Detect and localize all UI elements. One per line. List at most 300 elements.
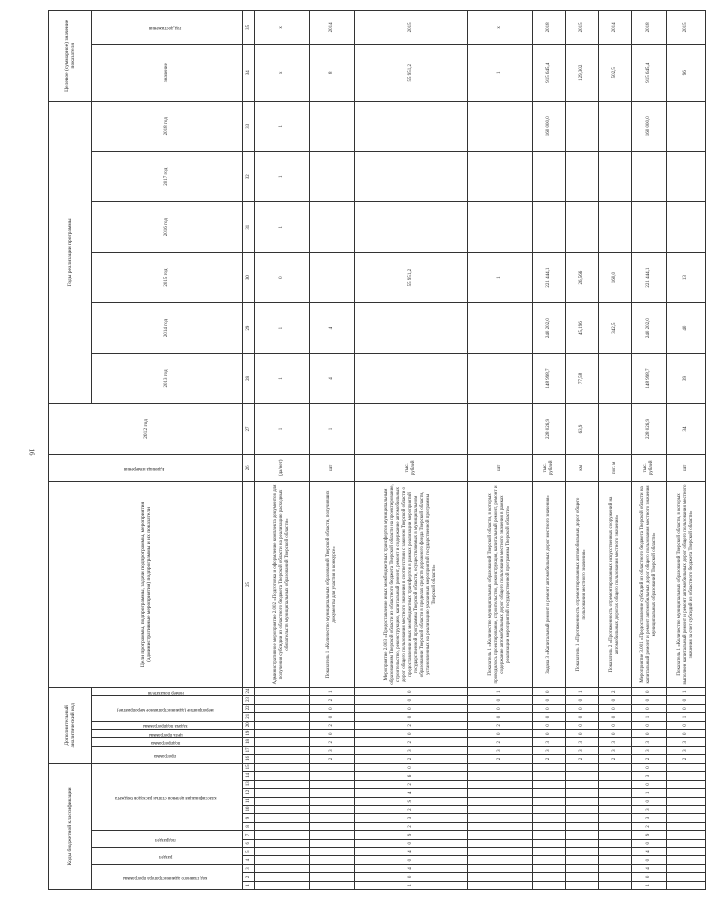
- row-name-cell: Показатель 1 «Количество муниципальных образований Тверской области, в которых проводилось проектирование, строительство, реконструкция, капитальный ремонт, ремонт и содержание автомобильных дорог общего пользования местного значения в рамках реализации мероприятий государственной программы Тверской области»: [468, 481, 533, 687]
- code-digit-cell: [255, 746, 310, 754]
- code-digit-cell: [599, 772, 632, 780]
- row-name-cell: Показатель 2 «Протяженность отремонтированных искусственных сооружений на автомобильных дорогах общего пользования местного значения»: [599, 481, 632, 687]
- code-digit-cell: 0: [355, 713, 468, 721]
- row-name-cell: Мероприятие 2.003 «Предоставление иных межбюджетных трансфертов муниципальным образованиям Тверской области из областного бюджета Тверской области на проектирование, строительство, реконструкцию, капитальный ремонт, ремонт и содержание автомобильных дорог общего пользования местного значения в соответствии с законом Тверской области о предоставлении иных межбюджетных трансфертов в рамках реализации мероприятий государственной программы Тверской области, осуществляемых в муниципальном образовании Тверской области в пределах средств дорожного фонда Тверской области, установленных на реализацию указанных мероприятий государственной программы Тверской области»: [355, 481, 468, 687]
- cell-y2012: 1: [310, 404, 355, 454]
- code-digit-cell: [310, 831, 355, 839]
- code-digit-cell: [599, 780, 632, 788]
- column-number: 14: [243, 772, 255, 780]
- code-digit-cell: [667, 864, 706, 872]
- cell-y2016: [355, 202, 468, 252]
- code-digit-cell: [667, 805, 706, 813]
- cell-year: 2014: [310, 11, 355, 45]
- code-digit-cell: [599, 881, 632, 889]
- code-digit-cell: 3: [632, 772, 667, 780]
- cell-year: x: [255, 11, 310, 45]
- code-digit-cell: [533, 822, 566, 830]
- code-digit-cell: 1: [667, 687, 706, 696]
- code-digit-cell: [255, 822, 310, 830]
- code-digit-cell: [310, 822, 355, 830]
- cell-y2014: 1: [255, 303, 310, 353]
- cell-y2012: 1: [255, 404, 310, 454]
- column-number: 2: [243, 873, 255, 881]
- code-digit-cell: [255, 713, 310, 721]
- header-year-2013: 2013 год: [92, 353, 243, 403]
- code-digit-cell: [310, 814, 355, 822]
- code-digit-cell: 2: [355, 822, 468, 830]
- code-digit-cell: [468, 789, 533, 797]
- code-digit-cell: [310, 763, 355, 772]
- column-number: 25: [243, 481, 255, 687]
- cell-y2013: 148 998,7: [533, 353, 566, 403]
- code-digit-cell: 4: [355, 864, 468, 872]
- code-digit-cell: [533, 831, 566, 839]
- code-digit-cell: [310, 839, 355, 847]
- cell-y2015: 13: [667, 252, 706, 302]
- code-digit-cell: [566, 797, 599, 805]
- code-digit-cell: [255, 738, 310, 746]
- header-analytic-code: Дополнительный аналитический код: [49, 687, 92, 763]
- program-table: [48, 10, 706, 890]
- cell-year: 2014: [599, 11, 632, 45]
- code-digit-cell: [667, 772, 706, 780]
- code-digit-cell: [255, 831, 310, 839]
- code-digit-cell: [599, 856, 632, 864]
- code-digit-cell: [255, 789, 310, 797]
- code-digit-cell: 3: [533, 746, 566, 754]
- header-goal: цель программы: [92, 730, 243, 738]
- cell-y2018: 160 000,0: [533, 101, 566, 151]
- cell-value: 915 645,4: [533, 44, 566, 101]
- code-digit-cell: [599, 864, 632, 872]
- column-number: 3: [243, 864, 255, 872]
- header-row-groups: [49, 11, 92, 890]
- cell-y2013: 148 998,7: [632, 353, 667, 403]
- code-digit-cell: 0: [468, 730, 533, 738]
- code-digit-cell: [310, 805, 355, 813]
- code-digit-cell: [255, 797, 310, 805]
- code-digit-cell: [468, 856, 533, 864]
- cell-y2014: 45,196: [566, 303, 599, 353]
- code-digit-cell: 0: [566, 730, 599, 738]
- code-digit-cell: [533, 797, 566, 805]
- code-digit-cell: [533, 873, 566, 881]
- code-digit-cell: 0: [632, 696, 667, 704]
- code-digit-cell: 2: [310, 738, 355, 746]
- code-digit-cell: S: [355, 797, 468, 805]
- cell-y2012: 228 026,9: [533, 404, 566, 454]
- header-year-2018: 2018 год: [92, 101, 243, 151]
- cell-y2013: 77,58: [566, 353, 599, 403]
- code-digit-cell: 0: [355, 873, 468, 881]
- code-digit-cell: [566, 814, 599, 822]
- cell-value: 502,5: [599, 44, 632, 101]
- table-row: [468, 11, 533, 890]
- code-digit-cell: [533, 856, 566, 864]
- column-number: 5: [243, 847, 255, 855]
- code-digit-cell: 2: [599, 755, 632, 763]
- header-name-column: Цели программы, подпрограммы, задачи подпрограммы, мероприятия (административные мероприятия) подпрограммы и их показатели: [49, 481, 243, 687]
- code-digit-cell: [667, 814, 706, 822]
- row-name-cell: Показатель 1 «Количество муниципальных образований Тверской области, получивших документы для участия в конкурсе»: [310, 481, 355, 687]
- cell-y2012: [355, 404, 468, 454]
- code-digit-cell: 0: [533, 696, 566, 704]
- cell-y2018: [310, 101, 355, 151]
- cell-y2014: 240 202,0: [632, 303, 667, 353]
- code-digit-cell: 2: [632, 755, 667, 763]
- code-digit-cell: [310, 864, 355, 872]
- code-digit-cell: [599, 805, 632, 813]
- code-digit-cell: 3: [599, 746, 632, 754]
- code-digit-cell: 4: [355, 789, 468, 797]
- header-year-2015: 2015 год: [92, 252, 243, 302]
- cell-y2016: [310, 202, 355, 252]
- cell-y2018: [355, 101, 468, 151]
- code-digit-cell: [533, 864, 566, 872]
- code-digit-cell: [667, 839, 706, 847]
- code-digit-cell: [533, 847, 566, 855]
- column-number: 1: [243, 881, 255, 889]
- table-row: [667, 11, 706, 890]
- code-digit-cell: [255, 696, 310, 704]
- code-digit-cell: [255, 730, 310, 738]
- code-digit-cell: 0: [310, 713, 355, 721]
- table-row: [599, 11, 632, 890]
- code-digit-cell: [468, 831, 533, 839]
- code-digit-cell: 0: [599, 730, 632, 738]
- code-digit-cell: [667, 873, 706, 881]
- code-digit-cell: 0: [667, 721, 706, 729]
- code-digit-cell: [310, 881, 355, 889]
- code-digit-cell: 1: [566, 687, 599, 696]
- code-digit-cell: [667, 831, 706, 839]
- code-digit-cell: 0: [599, 704, 632, 712]
- header-value: значение: [92, 44, 243, 101]
- cell-y2014: 40: [667, 303, 706, 353]
- code-digit-cell: [310, 856, 355, 864]
- code-digit-cell: 2: [468, 755, 533, 763]
- table-row: [533, 11, 566, 890]
- code-digit-cell: [255, 864, 310, 872]
- code-digit-cell: [533, 763, 566, 772]
- code-digit-cell: 3: [355, 746, 468, 754]
- code-digit-cell: 2: [667, 755, 706, 763]
- code-digit-cell: 0: [632, 687, 667, 696]
- code-digit-cell: 3: [667, 746, 706, 754]
- code-digit-cell: 0: [533, 687, 566, 696]
- column-number: 35: [243, 11, 255, 45]
- column-number: 4: [243, 856, 255, 864]
- cell-y2017: [632, 152, 667, 202]
- cell-y2017: [667, 152, 706, 202]
- code-digit-cell: 3: [566, 746, 599, 754]
- column-number: 21: [243, 713, 255, 721]
- code-digit-cell: 0: [533, 730, 566, 738]
- cell-y2016: [468, 202, 533, 252]
- code-digit-cell: [310, 780, 355, 788]
- table-row: [255, 11, 310, 890]
- code-digit-cell: [468, 847, 533, 855]
- code-digit-cell: 2: [533, 755, 566, 763]
- header-measure-number: номер показателя: [92, 687, 243, 696]
- code-digit-cell: 4: [632, 847, 667, 855]
- code-digit-cell: 1: [468, 687, 533, 696]
- code-digit-cell: 0: [599, 696, 632, 704]
- row-name-cell: Показатель 1 «Протяженность отремонтированных автомобильных дорог общего пользования местного значения»: [566, 481, 599, 687]
- column-number: 33: [243, 101, 255, 151]
- cell-y2017: 1: [255, 152, 310, 202]
- column-number: 10: [243, 805, 255, 813]
- code-digit-cell: 2: [310, 721, 355, 729]
- column-number: 8: [243, 822, 255, 830]
- header-years-group: Годы реализации программы: [49, 101, 92, 404]
- row-name-cell: Административное мероприятие 2.002 «Подготовка и оформление комплекта документов для получения субсидии из областного бюджета Тверской области на реализацию расходных обязательств муниципальных образований Тверской области»: [255, 481, 310, 687]
- code-digit-cell: [468, 881, 533, 889]
- code-digit-cell: 1: [632, 713, 667, 721]
- code-digit-cell: 3: [632, 738, 667, 746]
- code-digit-cell: 1: [632, 881, 667, 889]
- table-row: [566, 11, 599, 890]
- code-digit-cell: [468, 797, 533, 805]
- code-digit-cell: [468, 772, 533, 780]
- code-digit-cell: [468, 763, 533, 772]
- page-number: 16: [27, 448, 36, 456]
- code-digit-cell: [255, 721, 310, 729]
- header-year-2016: 2016 год: [92, 202, 243, 252]
- cell-y2016: [533, 202, 566, 252]
- header-budget-codes: Коды бюджетной классификации: [49, 763, 92, 889]
- code-digit-cell: [533, 839, 566, 847]
- cell-value: 129,302: [566, 44, 599, 101]
- cell-year: x: [468, 11, 533, 45]
- code-digit-cell: 0: [632, 721, 667, 729]
- code-digit-cell: [599, 847, 632, 855]
- code-digit-cell: [533, 881, 566, 889]
- code-digit-cell: [566, 873, 599, 881]
- cell-y2015: 1: [468, 252, 533, 302]
- column-number: 17: [243, 746, 255, 754]
- cell-y2016: [632, 202, 667, 252]
- code-digit-cell: 0: [632, 839, 667, 847]
- code-digit-cell: 3: [632, 805, 667, 813]
- cell-y2017: [533, 152, 566, 202]
- column-number: 19: [243, 730, 255, 738]
- code-digit-cell: 0: [355, 696, 468, 704]
- cell-y2013: [468, 353, 533, 403]
- code-digit-cell: [310, 797, 355, 805]
- code-digit-cell: 1: [310, 687, 355, 696]
- code-digit-cell: 0: [355, 704, 468, 712]
- cell-y2013: [355, 353, 468, 403]
- rotated-table-stage: [48, 10, 694, 890]
- cell-y2013: 4: [310, 353, 355, 403]
- cell-y2018: [599, 101, 632, 151]
- column-number: 26: [243, 454, 255, 481]
- code-digit-cell: [566, 831, 599, 839]
- code-digit-cell: 0: [566, 721, 599, 729]
- code-digit-cell: [667, 763, 706, 772]
- code-digit-cell: [533, 780, 566, 788]
- header-measure: мероприятие (административное мероприятие): [92, 696, 243, 721]
- code-digit-cell: [566, 839, 599, 847]
- cell-y2018: 1: [255, 101, 310, 151]
- cell-year: 2015: [355, 11, 468, 45]
- code-digit-cell: [468, 864, 533, 872]
- code-digit-cell: 0: [355, 763, 468, 772]
- code-digit-cell: [599, 797, 632, 805]
- code-digit-cell: [667, 789, 706, 797]
- column-number: 6: [243, 839, 255, 847]
- cell-unit: пог. м: [599, 454, 632, 481]
- code-digit-cell: [599, 873, 632, 881]
- cell-y2016: [599, 202, 632, 252]
- column-number: 20: [243, 721, 255, 729]
- cell-y2016: [566, 202, 599, 252]
- code-digit-cell: 0: [310, 704, 355, 712]
- cell-y2013: 39: [667, 353, 706, 403]
- code-digit-cell: 2: [310, 755, 355, 763]
- code-digit-cell: 0: [355, 730, 468, 738]
- code-digit-cell: [468, 805, 533, 813]
- code-digit-cell: 2: [355, 805, 468, 813]
- code-digit-cell: [566, 847, 599, 855]
- code-digit-cell: 2: [355, 721, 468, 729]
- cell-unit: км: [566, 454, 599, 481]
- code-digit-cell: [667, 797, 706, 805]
- code-digit-cell: [468, 839, 533, 847]
- code-digit-cell: [566, 864, 599, 872]
- cell-y2014: [468, 303, 533, 353]
- cell-y2017: [355, 152, 468, 202]
- code-digit-cell: [255, 687, 310, 696]
- cell-y2015: 55 951,2: [355, 252, 468, 302]
- code-digit-cell: 9: [632, 831, 667, 839]
- code-digit-cell: 2: [599, 687, 632, 696]
- cell-year: 2015: [566, 11, 599, 45]
- code-digit-cell: 0: [667, 730, 706, 738]
- code-digit-cell: [599, 839, 632, 847]
- cell-y2012: 63,9: [566, 404, 599, 454]
- code-digit-cell: 0: [468, 704, 533, 712]
- column-number-row: [243, 11, 255, 890]
- code-digit-cell: 0: [533, 721, 566, 729]
- code-digit-cell: 0: [632, 873, 667, 881]
- table-body: [243, 11, 706, 890]
- column-number: 13: [243, 780, 255, 788]
- code-digit-cell: [566, 822, 599, 830]
- cell-value: x: [255, 44, 310, 101]
- code-digit-cell: [566, 780, 599, 788]
- code-digit-cell: 3: [468, 746, 533, 754]
- column-number: 23: [243, 696, 255, 704]
- code-digit-cell: 4: [355, 847, 468, 855]
- column-number: 27: [243, 404, 255, 454]
- code-digit-cell: [255, 814, 310, 822]
- cell-unit: тыс. рублей: [632, 454, 667, 481]
- code-digit-cell: [599, 831, 632, 839]
- column-number: 18: [243, 738, 255, 746]
- cell-y2012: 34: [667, 404, 706, 454]
- code-digit-cell: 0: [533, 704, 566, 712]
- cell-unit: тыс. рублей: [533, 454, 566, 481]
- code-digit-cell: [599, 789, 632, 797]
- code-digit-cell: [255, 847, 310, 855]
- code-digit-cell: 0: [355, 839, 468, 847]
- code-digit-cell: [310, 873, 355, 881]
- cell-y2016: [667, 202, 706, 252]
- column-number: 11: [243, 797, 255, 805]
- code-digit-cell: [468, 780, 533, 788]
- column-number: 12: [243, 789, 255, 797]
- code-digit-cell: [566, 805, 599, 813]
- header-admin-code: код главного администратора программы: [92, 864, 243, 889]
- code-digit-cell: 1: [632, 789, 667, 797]
- column-number: 30: [243, 252, 255, 302]
- cell-y2017: [468, 152, 533, 202]
- column-number: 31: [243, 202, 255, 252]
- code-digit-cell: 0: [667, 704, 706, 712]
- cell-y2015: 221 444,1: [632, 252, 667, 302]
- cell-y2013: [599, 353, 632, 403]
- code-digit-cell: [667, 822, 706, 830]
- header-year-2014: 2014 год: [92, 303, 243, 353]
- code-digit-cell: [566, 789, 599, 797]
- code-digit-cell: [255, 805, 310, 813]
- code-digit-cell: [310, 847, 355, 855]
- code-digit-cell: 0: [599, 713, 632, 721]
- code-digit-cell: [599, 822, 632, 830]
- code-digit-cell: 0: [468, 713, 533, 721]
- table-row: [632, 11, 667, 890]
- cell-y2014: 342,5: [599, 303, 632, 353]
- code-digit-cell: [310, 789, 355, 797]
- column-number: 28: [243, 353, 255, 403]
- cell-y2014: [355, 303, 468, 353]
- code-digit-cell: [533, 772, 566, 780]
- cell-y2018: 160 000,0: [632, 101, 667, 151]
- cell-unit: тыс. рублей: [355, 454, 468, 481]
- header-target-group: Целевое (суммарное) значение показателя: [49, 11, 92, 102]
- code-digit-cell: 3: [310, 746, 355, 754]
- code-digit-cell: 0: [355, 856, 468, 864]
- cell-value: 96: [667, 44, 706, 101]
- header-unit: Единица измерения: [49, 454, 243, 481]
- code-digit-cell: [667, 856, 706, 864]
- cell-y2014: 4: [310, 303, 355, 353]
- code-digit-cell: 3: [355, 814, 468, 822]
- cell-value: 55 951,2: [355, 44, 468, 101]
- code-digit-cell: 1: [667, 713, 706, 721]
- code-digit-cell: 0: [632, 856, 667, 864]
- cell-y2012: [599, 404, 632, 454]
- code-digit-cell: 2: [632, 822, 667, 830]
- code-digit-cell: 4: [632, 864, 667, 872]
- code-digit-cell: 2: [355, 755, 468, 763]
- column-number: 22: [243, 704, 255, 712]
- code-digit-cell: [468, 822, 533, 830]
- code-digit-cell: 0: [533, 713, 566, 721]
- code-digit-cell: [533, 814, 566, 822]
- code-digit-cell: 0: [566, 704, 599, 712]
- code-digit-cell: [255, 839, 310, 847]
- code-digit-cell: 0: [468, 696, 533, 704]
- code-digit-cell: 2: [310, 696, 355, 704]
- code-digit-cell: 0: [599, 721, 632, 729]
- header-subsection: подраздел: [92, 831, 243, 848]
- code-digit-cell: 2: [355, 738, 468, 746]
- code-digit-cell: [255, 763, 310, 772]
- cell-year: 2018: [533, 11, 566, 45]
